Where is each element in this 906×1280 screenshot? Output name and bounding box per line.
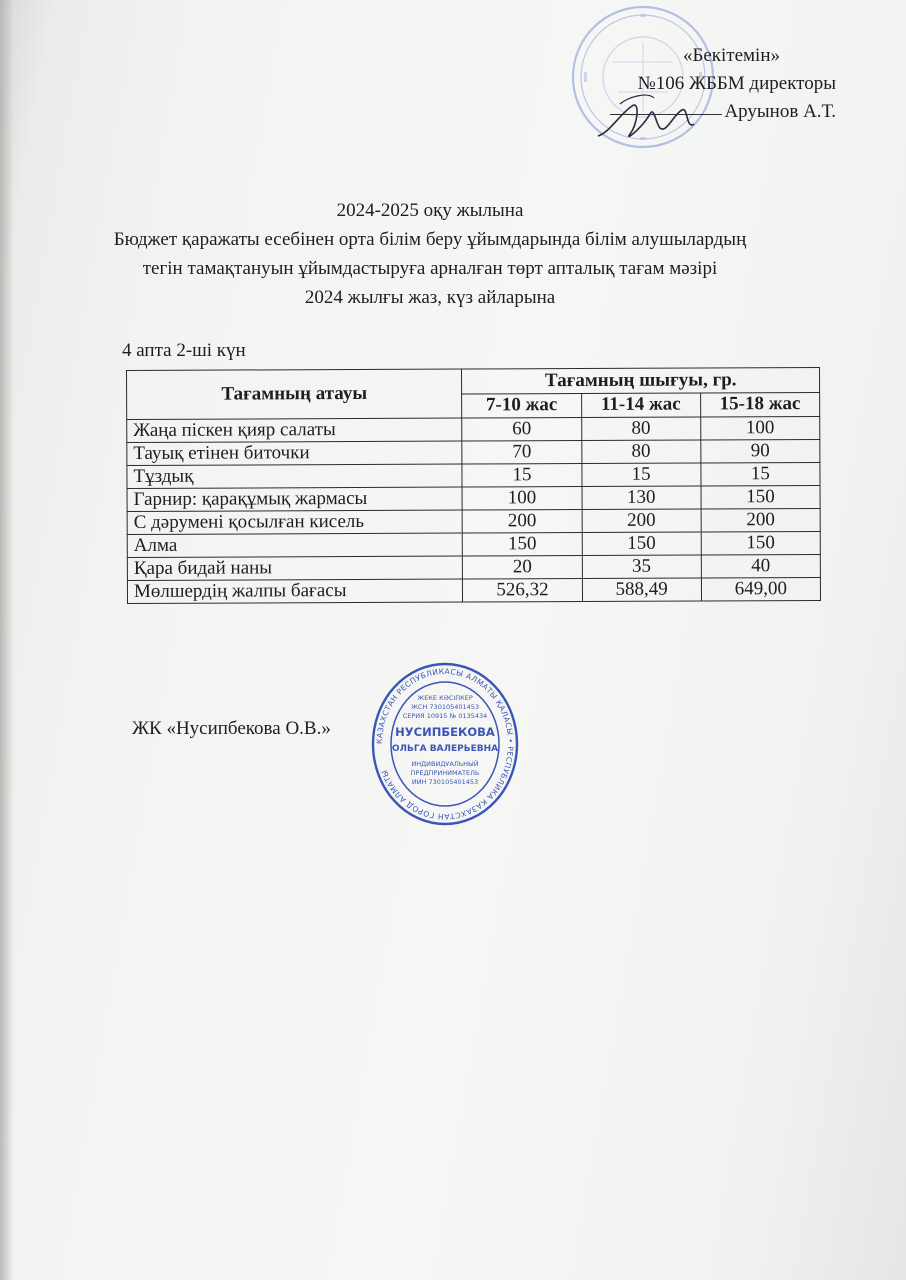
portion-value: 150 [582,532,701,556]
total-label: Мөлшердің жалпы бағасы [127,579,462,603]
portion-value: 80 [581,417,700,441]
title-line-2: тегін тамақтануын ұйымдастыруға арналған төрт апталық тағам мәзірі [142,258,718,279]
title-line-1: Бюджет қаражаты есебінен орта білім беру ұйымдарында білім алушылардың [113,229,747,250]
table-row [127,531,820,557]
page-edge-shadow [0,0,14,1280]
portion-value: 80 [581,440,700,464]
table-row [127,485,820,511]
portion-value: 150 [463,533,582,557]
title-year: 2024-2025 оқу жылына [336,200,524,221]
table-row [127,439,820,465]
dish-name: Тұздық [127,464,462,488]
approval-position: №106 ЖББМ директоры [637,73,836,94]
portion-value: 40 [701,554,820,578]
table-row [127,462,820,488]
seal-line-6: ИИН 730105401453 [411,778,479,786]
approval-director: Аруынов А.Т. [724,101,836,122]
title-line-3: 2024 жылғы жаз, күз айларына [304,287,556,308]
seal-line-5: ПРЕДПРИНИМАТЕЛЬ [410,769,480,777]
seal-line-3: СЕРИЯ 10915 № 0135434 [402,712,488,720]
table-row [127,508,820,534]
header-age-group: 11-14 жас [581,392,700,417]
table-total-row [127,577,820,603]
week-day-label: 4 апта 2-ші күн [122,340,246,361]
dish-name: Жаңа піскен қияр салаты [127,418,462,442]
supplier-seal-stamp [370,660,520,828]
portion-value: 150 [701,531,820,555]
seal-name-2: ОЛЬГА ВАЛЕРЬЕВНА [391,744,499,754]
dish-name: С дәрумені қосылған кисель [127,510,462,534]
header-age-group: 7-10 жас [462,393,581,418]
director-signature [590,84,710,154]
table-header-row [127,367,820,395]
portion-value: 60 [462,418,581,442]
total-value: 649,00 [701,577,820,601]
portion-value: 15 [581,463,700,487]
portion-value: 15 [701,462,820,486]
portion-value: 200 [582,509,701,533]
seal-outer-text: КАЗАХСТАН РЕСПУБЛИКАСЫ АЛМАТЫ ҚАЛАСЫ • РЕСПУБЛИКА КАЗАХСТАН ГОРОД АЛМАТЫ [374,666,516,822]
portion-value: 90 [701,439,820,463]
dish-name: Алма [127,533,462,557]
portion-value: 150 [701,485,820,509]
portion-value: 70 [462,441,581,465]
portion-value: 100 [700,416,819,440]
approval-heading: «Бекітемін» [682,45,780,66]
supplier-name: ЖК «Нусипбекова О.В.» [132,718,331,739]
dish-name: Тауық етінен биточки [127,441,462,465]
seal-line-2: ЖСН 730105401453 [410,703,480,711]
table-row [127,416,820,442]
header-dish-name: Тағамның атауы [127,369,463,419]
portion-value: 200 [462,510,581,534]
seal-name-1: НУСИПБЕКОВА [395,725,495,739]
total-value: 588,49 [582,578,701,602]
portion-value: 130 [582,486,701,510]
portion-value: 35 [582,555,701,579]
portion-value: 100 [462,487,581,511]
header-yield: Тағамның шығуы, гр. [462,367,820,393]
dish-name: Қара бидай наны [127,556,462,580]
portion-value: 15 [462,464,581,488]
seal-line-1: ЖЕКЕ КӘСІПКЕР [417,694,473,702]
document-title [110,196,750,312]
menu-table [126,367,821,604]
total-value: 526,32 [463,579,582,603]
table-row [127,554,820,580]
portion-value: 20 [463,556,582,580]
dish-name: Гарнир: қарақұмық жармасы [127,487,462,511]
portion-value: 200 [701,508,820,532]
seal-line-4: ИНДИВИДУАЛЬНЫЙ [411,760,479,768]
header-age-group: 15-18 жас [700,392,819,417]
